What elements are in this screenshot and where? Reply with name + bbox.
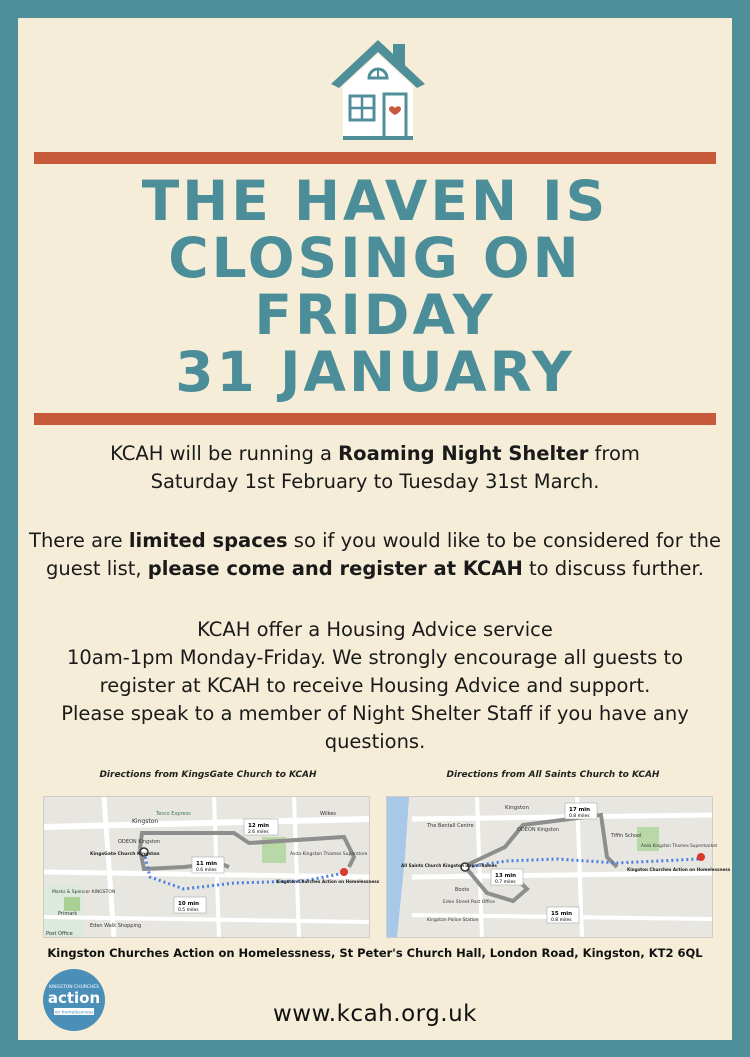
map-label: ODEON Kingston xyxy=(118,839,161,845)
headline-line-2: CLOSING ON xyxy=(168,226,582,290)
advice-line: Please speak to a member of Night Shelter Staff if you have any xyxy=(61,702,689,725)
route-distance-label: 2.6 miles xyxy=(248,830,269,835)
register-bold: please come and register at KCAH xyxy=(147,557,523,580)
headline-line-3: FRIDAY xyxy=(254,283,496,347)
advice-line: 10am-1pm Monday-Friday. We strongly encourage all guests to xyxy=(66,646,684,669)
left-map-caption: Directions from KingsGate Church to KCAH xyxy=(99,770,317,780)
route-distance-label: 0.5 miles xyxy=(178,908,199,913)
map-kingsgate-to-kcah[interactable] xyxy=(43,796,380,938)
shelter-dates: Saturday 1st February to Tuesday 31st March. xyxy=(150,470,600,493)
route-distance-label: 0.8 miles xyxy=(551,918,572,923)
advice-line: KCAH offer a Housing Advice service xyxy=(197,618,553,641)
advice-line: register at KCAH to receive Housing Advice and support. xyxy=(99,674,651,697)
map-label: Eden Street Post Office xyxy=(443,900,495,905)
map-label: Tiffin School xyxy=(611,833,642,839)
poster xyxy=(18,18,732,1040)
headline-line-4: 31 JANUARY xyxy=(175,340,575,404)
route-distance-label: 0.7 miles xyxy=(495,880,516,885)
map-label: The Bentall Centre xyxy=(427,823,474,829)
route-distance-label: 0.6 miles xyxy=(196,868,217,873)
website-url[interactable]: www.kcah.org.uk xyxy=(272,1001,477,1027)
map-label: All Saints Church Kingston upon Thames xyxy=(401,863,497,868)
registration-notice xyxy=(18,527,732,583)
map-label: Wilkes xyxy=(320,811,337,817)
text: to discuss further. xyxy=(522,557,704,580)
kcah-address: Kingston Churches Action on Homelessness, St Peter's Church Hall, London Road, Kingston, KT2 6QL xyxy=(47,946,703,960)
route-time-label: 12 min xyxy=(248,823,270,829)
map-graphic xyxy=(387,797,731,937)
map-label: KingsGate Church Kingston xyxy=(90,852,160,857)
headline xyxy=(18,169,732,404)
route-time-label: 17 min xyxy=(569,807,591,813)
map-label: Marks & Spencer KINGSTON xyxy=(52,890,116,895)
advice-line: questions. xyxy=(324,730,426,753)
map-label: Post Office xyxy=(46,931,73,937)
map-label: Eden Walk Shopping xyxy=(90,923,142,929)
map-label: Tesco Express xyxy=(156,811,191,817)
text: guest list, xyxy=(46,557,148,580)
map-graphic xyxy=(44,797,380,937)
svg-text:KINGSTON CHURCHES: KINGSTON CHURCHES xyxy=(48,985,100,990)
route-time-label: 13 min xyxy=(495,873,517,879)
right-map-caption: Directions from All Saints Church to KCAH xyxy=(446,770,660,780)
route-time-label: 11 min xyxy=(196,861,218,867)
map-label: Asda Kingston Thames Supermarket xyxy=(641,843,718,848)
text: KCAH will be running a xyxy=(110,442,339,465)
shelter-announcement xyxy=(18,440,732,496)
route-time-label: 15 min xyxy=(551,911,573,917)
bottom-divider-bar xyxy=(34,413,716,425)
map-label: Primark xyxy=(58,911,78,917)
map-label: Boots xyxy=(455,887,470,893)
route-distance-label: 0.8 miles xyxy=(569,814,590,819)
roaming-shelter-bold: Roaming Night Shelter xyxy=(338,442,589,465)
map-label: Kingston Police Station xyxy=(427,918,479,923)
svg-text:action: action xyxy=(47,989,101,1007)
svg-text:on homelessness: on homelessness xyxy=(54,1010,94,1016)
text: from xyxy=(588,442,640,465)
map-label: ODEON Kingston xyxy=(517,827,560,833)
map-all-saints-to-kcah[interactable] xyxy=(386,796,731,938)
top-divider-bar xyxy=(34,152,716,164)
map-label: Kingston Churches Action on Homelessness xyxy=(276,879,380,884)
route-time-label: 10 min xyxy=(178,901,200,907)
headline-line-1: THE HAVEN IS xyxy=(141,169,609,233)
text: so if you would like to be considered for the xyxy=(287,529,721,552)
limited-spaces-bold: limited spaces xyxy=(128,529,288,552)
map-label: Kingston Churches Action on Homelessness xyxy=(627,867,731,872)
housing-advice xyxy=(18,616,732,756)
house-icon xyxy=(323,32,433,142)
map-label: Kingston xyxy=(505,805,529,811)
map-label: Kingston xyxy=(132,818,159,825)
text: There are xyxy=(29,529,129,552)
map-label: Asda Kingston Thames Superstore xyxy=(290,852,368,857)
